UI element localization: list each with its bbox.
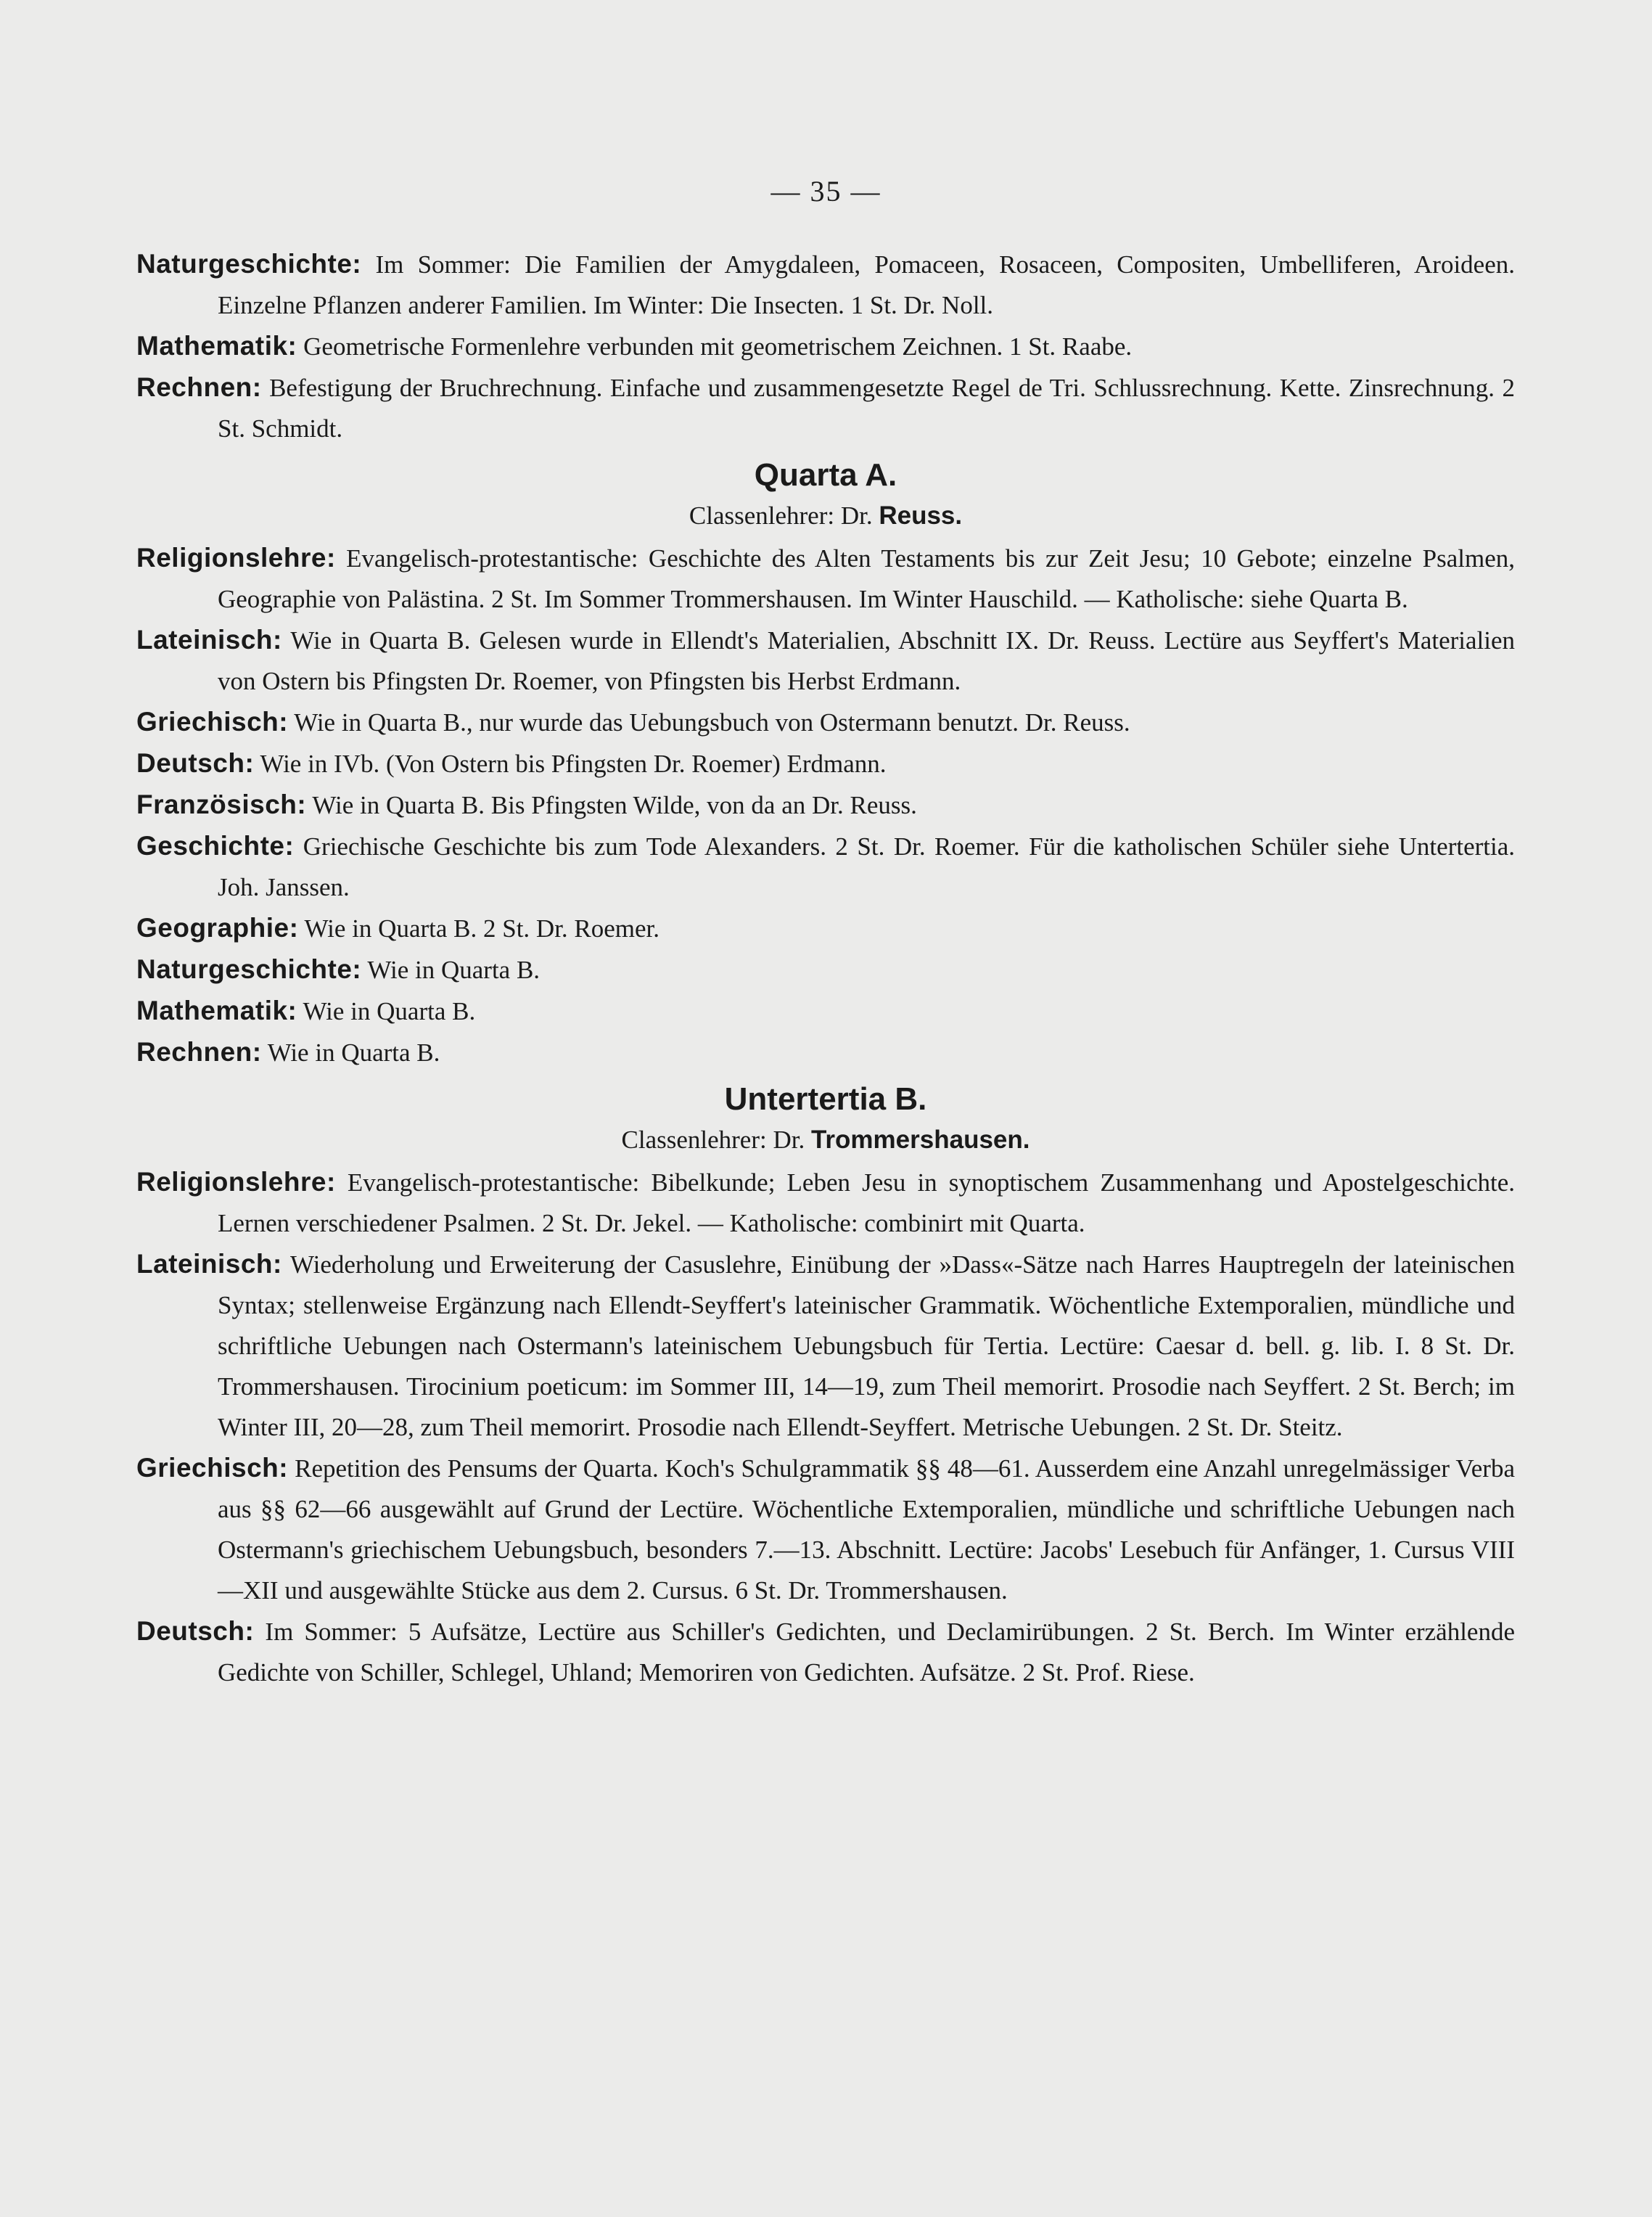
entry-text: Geometrische Formenlehre verbunden mit geometrischem Zeichnen. 1 St. Raabe. bbox=[303, 332, 1133, 361]
entry-text: Evangelisch-protestantische: Geschichte des Alten Testaments bis zur Zeit Jesu; 10 Gebote; einzelne Psalmen, Geographie von Palästina. 2 St. Im Sommer Trommershausen. Im Winter Hauschild. — Katholische: siehe Quarta B. bbox=[218, 544, 1516, 613]
entry-geschichte bbox=[136, 826, 1515, 908]
entry-deutsch bbox=[136, 1611, 1515, 1693]
page-content bbox=[136, 244, 1515, 1693]
entry-label: Griechisch: bbox=[136, 707, 289, 737]
entry-rechnen bbox=[136, 367, 1515, 449]
entry-geographie bbox=[136, 908, 1515, 949]
entry-lateinisch bbox=[136, 1244, 1515, 1448]
entry-label: Geographie: bbox=[136, 913, 299, 943]
entry-label: Deutsch: bbox=[136, 748, 255, 778]
section-title-untertertia-b: Untertertia B. bbox=[724, 1081, 927, 1117]
entry-mathematik bbox=[136, 991, 1515, 1032]
entry-text: Befestigung der Bruchrechnung. Einfache und zusammengesetzte Regel de Tri. Schlussrechnung. Kette. Zinsrechnung. 2 St. Schmidt. bbox=[218, 374, 1516, 443]
entry-text: Wie in Quarta B. Bis Pfingsten Wilde, von da an Dr. Reuss. bbox=[312, 791, 917, 819]
entry-label: Geschichte: bbox=[136, 831, 295, 861]
entry-text: Evangelisch-protestantische: Bibelkunde; Leben Jesu in synoptischem Zusammenhang und Apostelgeschichte. Lernen verschiedener Psalmen. 2 St. Dr. Jekel. — Katholische: combinirt mit Quarta. bbox=[218, 1168, 1516, 1237]
entry-text: Wie in Quarta B. bbox=[303, 997, 476, 1025]
class-teacher-name: Reuss. bbox=[879, 501, 963, 530]
entry-griechisch bbox=[136, 702, 1515, 743]
class-teacher-untertertia-b bbox=[136, 1121, 1515, 1159]
entry-text: Wie in Quarta B. bbox=[367, 956, 541, 984]
entry-text: Wie in IVb. (Von Ostern bis Pfingsten Dr. Roemer) Erdmann. bbox=[260, 750, 887, 778]
entry-label: Mathematik: bbox=[136, 331, 297, 361]
entry-franzoesisch bbox=[136, 784, 1515, 826]
entry-rechnen bbox=[136, 1032, 1515, 1073]
entry-naturgeschichte bbox=[136, 244, 1515, 326]
entry-text: Wiederholung und Erweiterung der Casuslehre, Einübung der »Dass«-Sätze nach Harres Hauptregeln der lateinischen Syntax; stellenweise Ergänzung nach Ellendt-Seyffert's lateinischer Grammatik. Wöchentliche Extemporalien, mündliche und schriftliche Uebungen nach Ostermann's lateinischem Uebungsbuch für Tertia. Lectüre: Caesar d. bell. g. lib. I. 8 St. Dr. Trommershausen. Tirocinium poeticum: im Sommer III, 14—19, zum Theil memorirt. Prosodie nach Seyffert. 2 St. Berch; im Winter III, 20—28, zum Theil memorirt. Prosodie nach Ellendt-Seyffert. Metrische Uebungen. 2 St. Dr. Steitz. bbox=[218, 1250, 1515, 1441]
entry-label: Naturgeschichte: bbox=[136, 954, 362, 984]
entry-label: Französisch: bbox=[136, 790, 307, 819]
entry-label: Religionslehre: bbox=[136, 543, 336, 573]
entry-text: Wie in Quarta B., nur wurde das Uebungsbuch von Ostermann benutzt. Dr. Reuss. bbox=[294, 708, 1130, 737]
class-teacher-prefix: Classenlehrer: Dr. bbox=[689, 501, 873, 530]
entry-label: Lateinisch: bbox=[136, 625, 282, 655]
entry-text: Im Sommer: Die Familien der Amygdaleen, Pomaceen, Rosaceen, Compositen, Umbelliferen, Aroideen. Einzelne Pflanzen anderer Familien. Im Winter: Die Insecten. 1 St. Dr. Noll. bbox=[218, 250, 1516, 319]
entry-naturgeschichte bbox=[136, 949, 1515, 991]
entry-mathematik bbox=[136, 326, 1515, 367]
entry-text: Wie in Quarta B. 2 St. Dr. Roemer. bbox=[304, 914, 660, 943]
entry-religionslehre bbox=[136, 538, 1515, 620]
entry-religionslehre bbox=[136, 1162, 1515, 1244]
entry-text: Wie in Quarta B. bbox=[267, 1038, 440, 1067]
entry-deutsch bbox=[136, 743, 1515, 784]
entry-label: Rechnen: bbox=[136, 372, 262, 402]
entry-label: Mathematik: bbox=[136, 996, 297, 1025]
entry-label: Lateinisch: bbox=[136, 1249, 282, 1279]
entry-text: Wie in Quarta B. Gelesen wurde in Ellendt's Materialien, Abschnitt IX. Dr. Reuss. Lectüre aus Seyffert's Materialien von Ostern bis Pfingsten Dr. Roemer, von Pfingsten bis Herbst Erdmann. bbox=[218, 626, 1516, 695]
entry-lateinisch bbox=[136, 620, 1515, 702]
entry-text: Im Sommer: 5 Aufsätze, Lectüre aus Schiller's Gedichten, und Declamirübungen. 2 St. Berch. Im Winter erzählende Gedichte von Schiller, Schlegel, Uhland; Memoriren von Gedichten. Aufsätze. 2 St. Prof. Riese. bbox=[218, 1618, 1515, 1687]
class-teacher-quarta-a bbox=[136, 497, 1515, 535]
class-teacher-prefix: Classenlehrer: Dr. bbox=[621, 1126, 805, 1154]
entry-text: Repetition des Pensums der Quarta. Koch's Schulgrammatik §§ 48—61. Ausserdem eine Anzahl unregelmässiger Verba aus §§ 62—66 ausgewählt auf Grund der Lectüre. Wöchentliche Extemporalien, mündliche und schriftliche Uebungen nach Ostermann's griechischem Uebungsbuch, besonders 7.—13. Abschnitt. Lectüre: Jacobs' Lesebuch für Anfänger, 1. Cursus VIII—XII und ausgewählte Stücke aus dem 2. Cursus. 6 St. Dr. Trommershausen. bbox=[218, 1454, 1515, 1605]
entry-label: Griechisch: bbox=[136, 1453, 289, 1483]
entry-griechisch bbox=[136, 1448, 1515, 1611]
entry-label: Naturgeschichte: bbox=[136, 249, 362, 279]
entry-text: Griechische Geschichte bis zum Tode Alexanders. 2 St. Dr. Roemer. Für die katholischen Schüler siehe Untertertia. Joh. Janssen. bbox=[218, 832, 1515, 901]
class-teacher-name: Trommershausen. bbox=[810, 1126, 1030, 1154]
entry-label: Rechnen: bbox=[136, 1037, 262, 1067]
section-title-quarta-a: Quarta A. bbox=[754, 457, 897, 493]
entry-label: Deutsch: bbox=[136, 1616, 255, 1646]
entry-label: Religionslehre: bbox=[136, 1167, 336, 1197]
page-number: — 35 — bbox=[770, 175, 882, 208]
